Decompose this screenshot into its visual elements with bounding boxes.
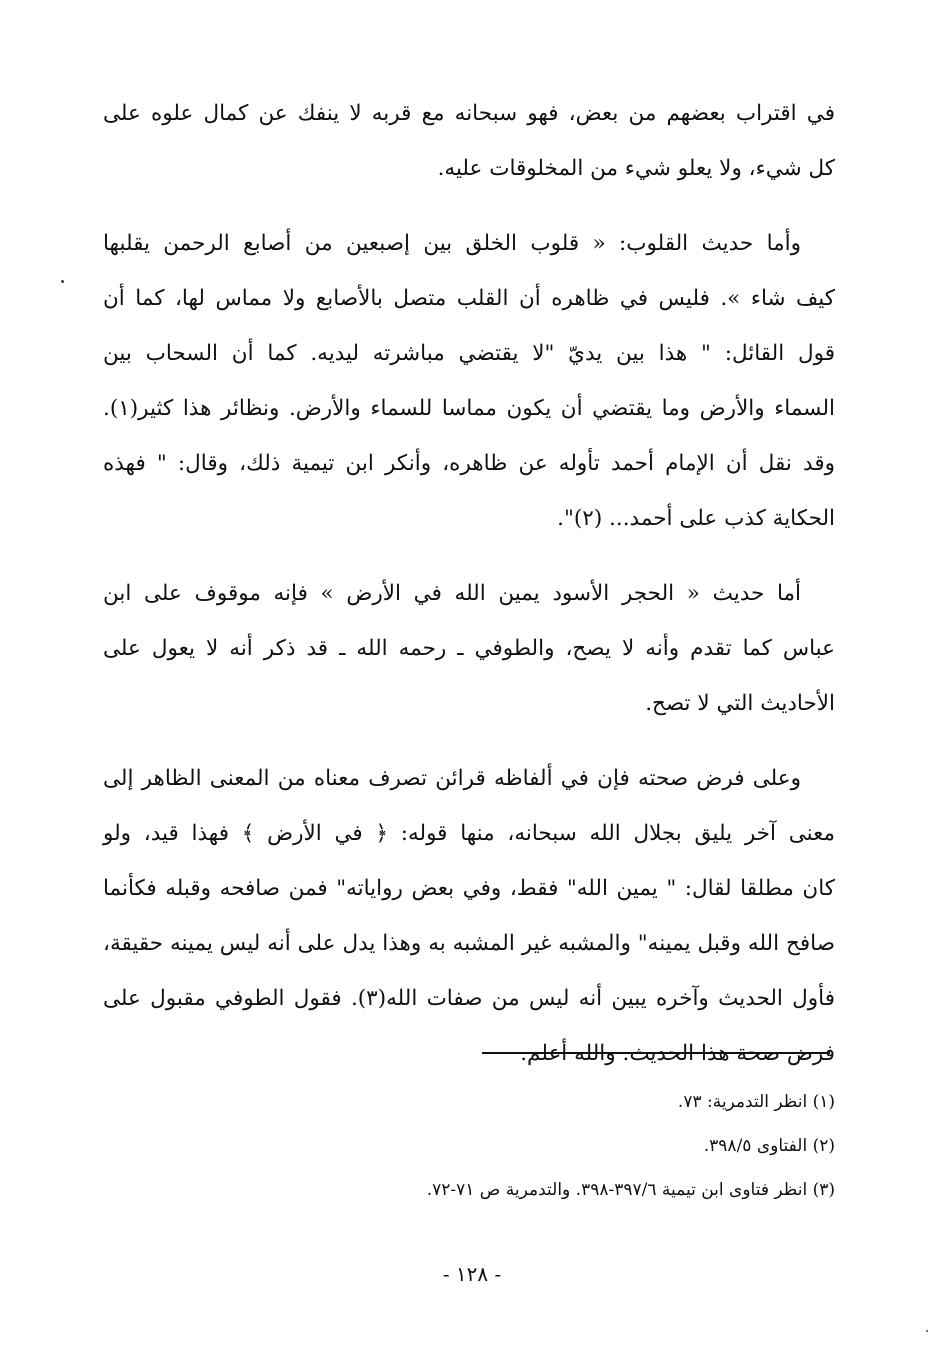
scan-speck <box>926 1330 928 1332</box>
page-number: - ١٢٨ - <box>442 1262 502 1286</box>
text-line: كيف شاء ». فليس في ظاهره أن القلب متصل بالأصابع ولا مماس لها، كما أن <box>103 286 835 311</box>
scan-speck <box>61 280 64 283</box>
text-line: معنى آخر يليق بجلال الله سبحانه، منها قوله: ﴿ في الأرض ﴾ فهذا قيد، ولو <box>103 821 835 846</box>
footnotes <box>103 1080 835 1212</box>
text-line: في اقتراب بعضهم من بعض، فهو سبحانه مع قربه لا ينفك عن كمال علوه على <box>103 101 835 126</box>
paragraph-2 <box>103 216 835 546</box>
text-line: وأما حديث القلوب: « قلوب الخلق بين إصبعين من أصابع الرحمن يقلبها <box>103 231 801 256</box>
text-line: أما حديث « الحجر الأسود يمين الله في الأرض » فإنه موقوف على ابن <box>103 581 801 606</box>
text-line: الحكاية كذب على أحمد... (٢)". <box>557 506 835 531</box>
footnote-1: (١) انظر التدمرية: ٧٣. <box>677 1092 835 1112</box>
footnote-3: (٣) انظر فتاوى ابن تيمية ٣٩٧/٦-٣٩٨. والتدمرية ص ٧١-٧٢. <box>426 1180 835 1200</box>
paragraph-3 <box>103 566 835 731</box>
paragraph-4 <box>103 751 835 1081</box>
text-line: كل شيء، ولا يعلو شيء من المخلوقات عليه. <box>437 156 835 181</box>
text-line: كان مطلقا لقال: " يمين الله" فقط، وفي بعض رواياته" فمن صافحه وقبله فكأنما <box>103 876 835 901</box>
text-line: وعلى فرض صحته فإن في ألفاظه قرائن تصرف معناه من المعنى الظاهر إلى <box>103 766 801 791</box>
text-line: فرض صحة هذا الحديث. والله أعلم. <box>520 1041 835 1066</box>
paragraph-1 <box>103 86 835 196</box>
text-line: وقد نقل أن الإمام أحمد تأوله عن ظاهره، وأنكر ابن تيمية ذلك، وقال: " فهذه <box>103 451 835 476</box>
footnote-separator <box>482 1052 830 1054</box>
main-text <box>103 86 835 1101</box>
text-line: الأحاديث التي لا تصح. <box>645 691 835 716</box>
text-line: فأول الحديث وآخره يبين أنه ليس من صفات الله(٣). فقول الطوفي مقبول على <box>103 986 835 1011</box>
text-line: عباس كما تقدم وأنه لا يصح، والطوفي ـ رحمه الله ـ قد ذكر أنه لا يعول على <box>103 636 835 661</box>
footnote-2: (٢) الفتاوى ٣٩٨/٥. <box>703 1136 835 1156</box>
text-line: قول القائل: " هذا بين يديّ "لا يقتضي مباشرته ليديه. كما أن السحاب بين <box>103 341 835 366</box>
text-line: صافح الله وقبل يمينه" والمشبه غير المشبه به وهذا يدل على أنه ليس يمينه حقيقة، <box>103 931 835 956</box>
text-line: السماء والأرض وما يقتضي أن يكون مماسا للسماء والأرض. ونظائر هذا كثير(١). <box>103 396 835 421</box>
